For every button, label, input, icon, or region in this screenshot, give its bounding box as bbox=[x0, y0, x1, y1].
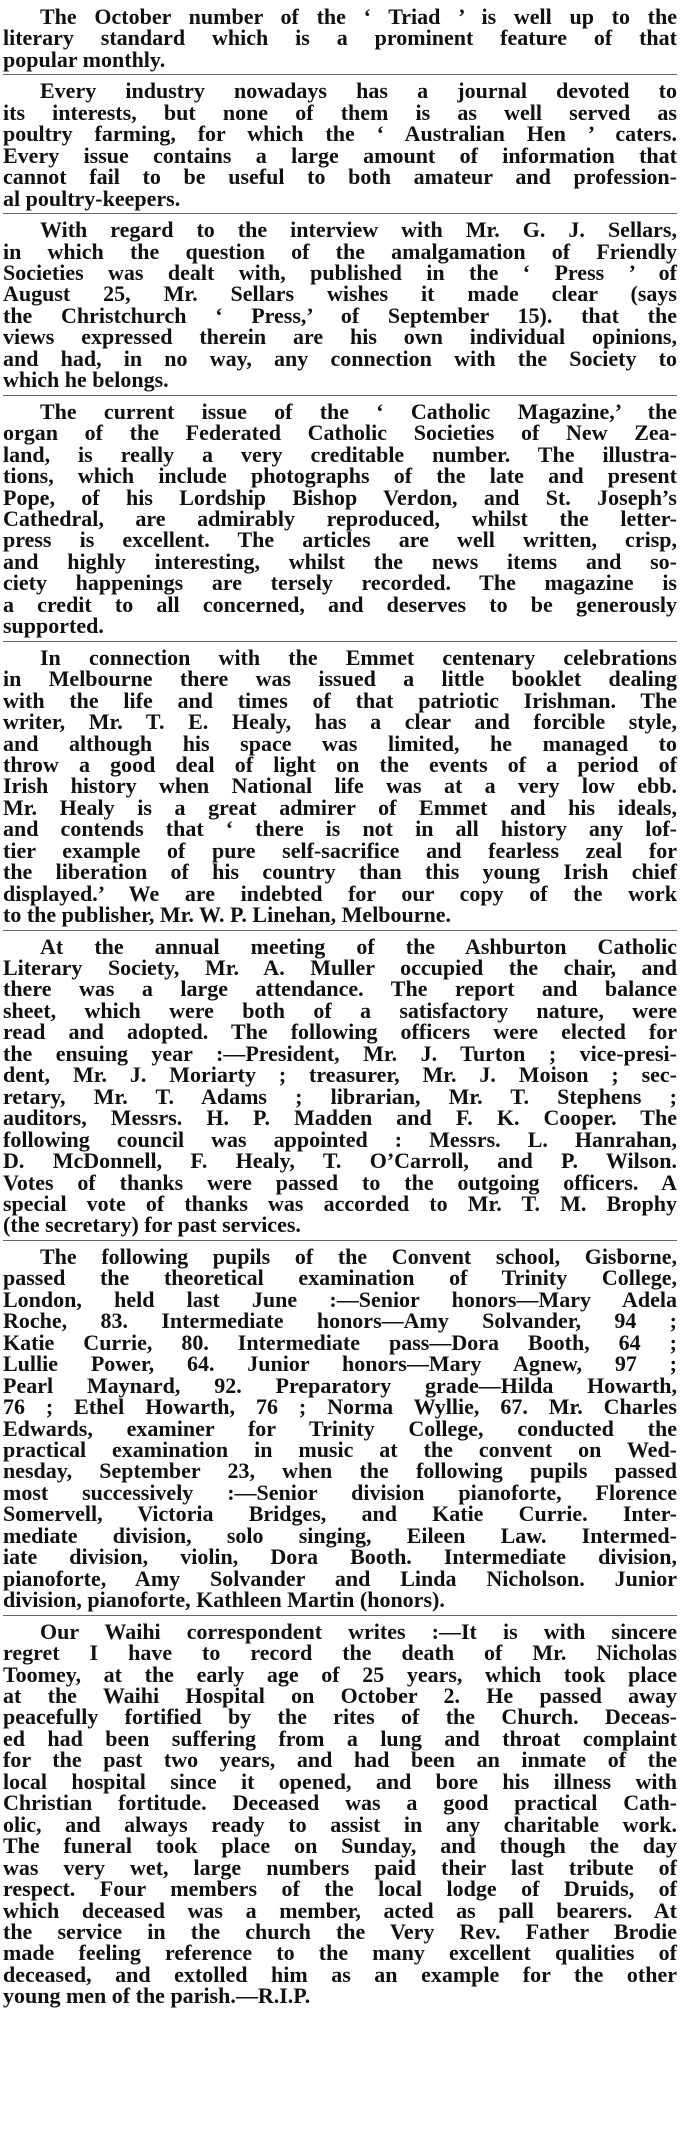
paragraph-line: in which the question of the amalgamation of Friendly bbox=[3, 238, 677, 264]
paragraph-line: and had, in no way, any connection with the Society to bbox=[3, 345, 677, 371]
paragraph-line: Somervell, Victoria Bridges, and Katie Currie. Inter- bbox=[3, 1501, 677, 1527]
paragraph-line: respect. Four members of the local lodge of Druids, of bbox=[3, 1876, 677, 1902]
paragraph-line: The funeral took place on Sunday, and though the day bbox=[3, 1833, 677, 1859]
paragraph-line: practical examination in music at the convent on Wed- bbox=[3, 1437, 677, 1462]
paragraph-line: al poultry-keepers. bbox=[3, 185, 181, 211]
paragraph-line: following council was appointed : Messrs. L. Hanrahan, bbox=[3, 1126, 677, 1152]
paragraph-line: deceased, and extolled him as an example for the other bbox=[3, 1961, 677, 1987]
paragraph-line: ciety happenings are tersely recorded. The magazine is bbox=[3, 570, 677, 596]
paragraph-line: and contends that ‘ there is not in all history any lof- bbox=[3, 816, 677, 842]
paragraph-line: cannot fail to be useful to both amateur and profession- bbox=[3, 164, 677, 190]
paragraph-line: The current issue of the ‘ Catholic Magazine,’ the bbox=[40, 398, 677, 424]
news-paragraph bbox=[3, 644, 677, 928]
paragraph-line: tions, which include photographs of the late and present bbox=[3, 463, 677, 489]
paragraph-line: young men of the parish.—R.I.P. bbox=[3, 1983, 311, 2009]
paragraph-separator bbox=[3, 74, 677, 75]
paragraph-line: Mr. Healy is a great admirer of Emmet and his ideals, bbox=[3, 794, 677, 820]
paragraph-line: Katie Currie, 80. Intermediate pass—Dora Booth, 64 ; bbox=[3, 1329, 677, 1355]
paragraph-line: Christian fortitude. Deceased was a good practical Cath- bbox=[3, 1790, 677, 1816]
paragraph-line: its interests, but none of them is as well served as bbox=[3, 99, 677, 125]
paragraph-line: In connection with the Emmet centenary celebrations bbox=[40, 644, 677, 670]
paragraph-separator bbox=[3, 641, 677, 642]
paragraph-line: peacefully fortified by the rites of the Church. Deceas- bbox=[3, 1704, 677, 1730]
paragraph-line: With regard to the interview with Mr. G. J. Sellars, bbox=[40, 217, 677, 243]
paragraph-line: which he belongs. bbox=[3, 367, 169, 393]
paragraph-line: Lullie Power, 64. Junior honors—Mary Agnew, 97 ; bbox=[3, 1351, 677, 1377]
paragraph-line: poultry farming, for which the ‘ Australian Hen ’ caters. bbox=[3, 121, 677, 147]
paragraph-line: the liberation of his country than this young Irish chief bbox=[3, 859, 677, 885]
paragraph-line: Our Waihi correspondent writes :—It is with sincere bbox=[40, 1618, 677, 1644]
paragraph-line: The October number of the ‘ Triad ’ is well up to the bbox=[40, 4, 677, 29]
paragraph-line: Literary Society, Mr. A. Muller occupied the chair, and bbox=[3, 955, 677, 981]
paragraph-line: special vote of thanks was accorded to Mr. T. M. Brophy bbox=[3, 1191, 677, 1217]
paragraph-line: Roche, 83. Intermediate honors—Amy Solvander, 94 ; bbox=[3, 1308, 677, 1334]
paragraph-line: pianoforte, Amy Solvander and Linda Nicholson. Junior bbox=[3, 1565, 677, 1591]
paragraph-line: ed had been suffering from a lung and throat complaint bbox=[3, 1725, 677, 1751]
paragraph-line: land, is really a very creditable number. The illustra- bbox=[3, 441, 677, 467]
paragraph-line: iate division, violin, Dora Booth. Intermediate division, bbox=[3, 1544, 677, 1570]
paragraph-line: mediate division, solo singing, Eileen Law. Intermed- bbox=[3, 1522, 677, 1548]
paragraph-line: August 25, Mr. Sellars wishes it made clear (says bbox=[3, 281, 677, 307]
paragraph-line: press is excellent. The articles are well written, crisp, bbox=[3, 527, 677, 553]
paragraph-line: Cathedral, are admirably reproduced, whilst the letter- bbox=[3, 505, 677, 531]
news-paragraph bbox=[3, 1243, 677, 1613]
paragraph-line: the service in the church the Very Rev. Father Brodie bbox=[3, 1918, 677, 1944]
news-paragraph bbox=[3, 398, 677, 639]
paragraph-line: views expressed therein are his own individual opinions, bbox=[3, 324, 677, 350]
paragraph-separator bbox=[3, 395, 677, 396]
paragraph-line: passed the theoretical examination of Trinity College, bbox=[3, 1265, 677, 1291]
paragraph-line: (the secretary) for past services. bbox=[3, 1212, 301, 1238]
paragraph-line: there was a large attendance. The report and balance bbox=[3, 976, 677, 1002]
paragraph-line: popular monthly. bbox=[3, 46, 166, 72]
paragraph-line: at the Waihi Hospital on October 2. He passed away bbox=[3, 1682, 677, 1708]
paragraph-line: with the life and times of that patriotic Irishman. The bbox=[3, 687, 677, 713]
paragraph-line: 76 ; Ethel Howarth, 76 ; Norma Wyllie, 67. Mr. Charles bbox=[3, 1394, 677, 1420]
paragraph-line: for the past two years, and had been an inmate of the bbox=[3, 1747, 677, 1773]
paragraph-line: D. McDonnell, F. Healy, T. O’Carroll, and P. Wilson. bbox=[3, 1148, 677, 1174]
news-paragraph bbox=[3, 1618, 677, 2009]
paragraph-separator bbox=[3, 930, 677, 931]
paragraph-line: the Christchurch ‘ Press,’ of September 15). that the bbox=[3, 302, 677, 328]
paragraph-line: olic, and always ready to assist in any charitable work. bbox=[3, 1811, 677, 1837]
paragraph-line: a credit to all concerned, and deserves to be generously bbox=[3, 591, 677, 617]
paragraph-line: to the publisher, Mr. W. P. Linehan, Melbourne. bbox=[3, 902, 452, 928]
news-paragraph bbox=[3, 933, 677, 1238]
paragraph-line: retary, Mr. T. Adams ; librarian, Mr. T. Stephens ; bbox=[3, 1083, 677, 1109]
paragraph-line: Votes of thanks were passed to the outgoing officers. A bbox=[3, 1169, 677, 1195]
paragraph-line: dent, Mr. J. Moriarty ; treasurer, Mr. J. Moison ; sec- bbox=[3, 1062, 677, 1088]
paragraph-line: Every industry nowadays has a journal devoted to bbox=[40, 78, 677, 104]
paragraph-line: regret I have to record the death of Mr. Nicholas bbox=[3, 1640, 677, 1666]
paragraph-line: division, pianoforte, Kathleen Martin (honors). bbox=[3, 1587, 445, 1613]
paragraph-line: Toomey, at the early age of 25 years, which took place bbox=[3, 1661, 677, 1687]
paragraph-line: Pope, of his Lordship Bishop Verdon, and St. Joseph’s bbox=[3, 484, 677, 510]
paragraph-line: Irish history when National life was at a very low ebb. bbox=[3, 773, 677, 799]
paragraph-line: was very wet, large numbers paid their last tribute of bbox=[3, 1854, 677, 1880]
paragraph-line: in Melbourne there was issued a little booklet dealing bbox=[3, 666, 677, 692]
paragraph-line: the ensuing year :—President, Mr. J. Turton ; vice-presi- bbox=[3, 1040, 677, 1066]
paragraph-line: supported. bbox=[3, 613, 104, 639]
paragraph-line: most successively :—Senior division pianoforte, Florence bbox=[3, 1479, 677, 1505]
paragraph-line: Societies was dealt with, published in the ‘ Press ’ of bbox=[3, 259, 677, 285]
paragraph-line: sheet, which were both of a satisfactory nature, were bbox=[3, 997, 677, 1023]
paragraph-line: London, held last June :—Senior honors—Mary Adela bbox=[3, 1286, 677, 1312]
paragraph-line: Every issue contains a large amount of information that bbox=[3, 142, 677, 168]
paragraph-line: throw a good deal of light on the events of a period of bbox=[3, 751, 677, 777]
paragraph-line: read and adopted. The following officers were elected for bbox=[3, 1019, 677, 1045]
paragraph-separator bbox=[3, 1240, 677, 1241]
news-paragraph bbox=[3, 219, 677, 391]
paragraph-line: Edwards, examiner for Trinity College, conducted the bbox=[3, 1415, 677, 1441]
paragraph-line: auditors, Messrs. H. P. Madden and F. K. Cooper. The bbox=[3, 1105, 677, 1131]
paragraph-line: At the annual meeting of the Ashburton Catholic bbox=[40, 933, 677, 959]
paragraph-separator bbox=[3, 213, 677, 214]
paragraph-separator bbox=[3, 1615, 677, 1616]
paragraph-line: literary standard which is a prominent feature of that bbox=[3, 25, 677, 51]
paragraph-line: and although his space was limited, he managed to bbox=[3, 730, 677, 756]
paragraph-line: local hospital since it opened, and bore his illness with bbox=[3, 1768, 677, 1794]
paragraph-line: displayed.’ We are indebted for our copy of the work bbox=[3, 880, 677, 906]
paragraph-line: which deceased was a member, acted as pall bearers. At bbox=[3, 1897, 677, 1923]
paragraph-line: and highly interesting, whilst the news items and so- bbox=[3, 548, 677, 574]
news-paragraph bbox=[3, 80, 677, 209]
paragraph-line: writer, Mr. T. E. Healy, has a clear and forcible style, bbox=[3, 709, 677, 735]
paragraph-line: made feeling reference to the many excellent qualities of bbox=[3, 1940, 677, 1966]
paragraph-line: Pearl Maynard, 92. Preparatory grade—Hilda Howarth, bbox=[3, 1372, 677, 1398]
paragraph-line: tier example of pure self-sacrifice and fearless zeal for bbox=[3, 837, 677, 863]
paragraph-line: organ of the Federated Catholic Societies of New Zea- bbox=[3, 420, 677, 446]
news-paragraph bbox=[3, 6, 677, 70]
paragraph-line: The following pupils of the Convent school, Gisborne, bbox=[40, 1243, 677, 1269]
paragraph-line: nesday, September 23, when the following pupils passed bbox=[3, 1458, 677, 1484]
